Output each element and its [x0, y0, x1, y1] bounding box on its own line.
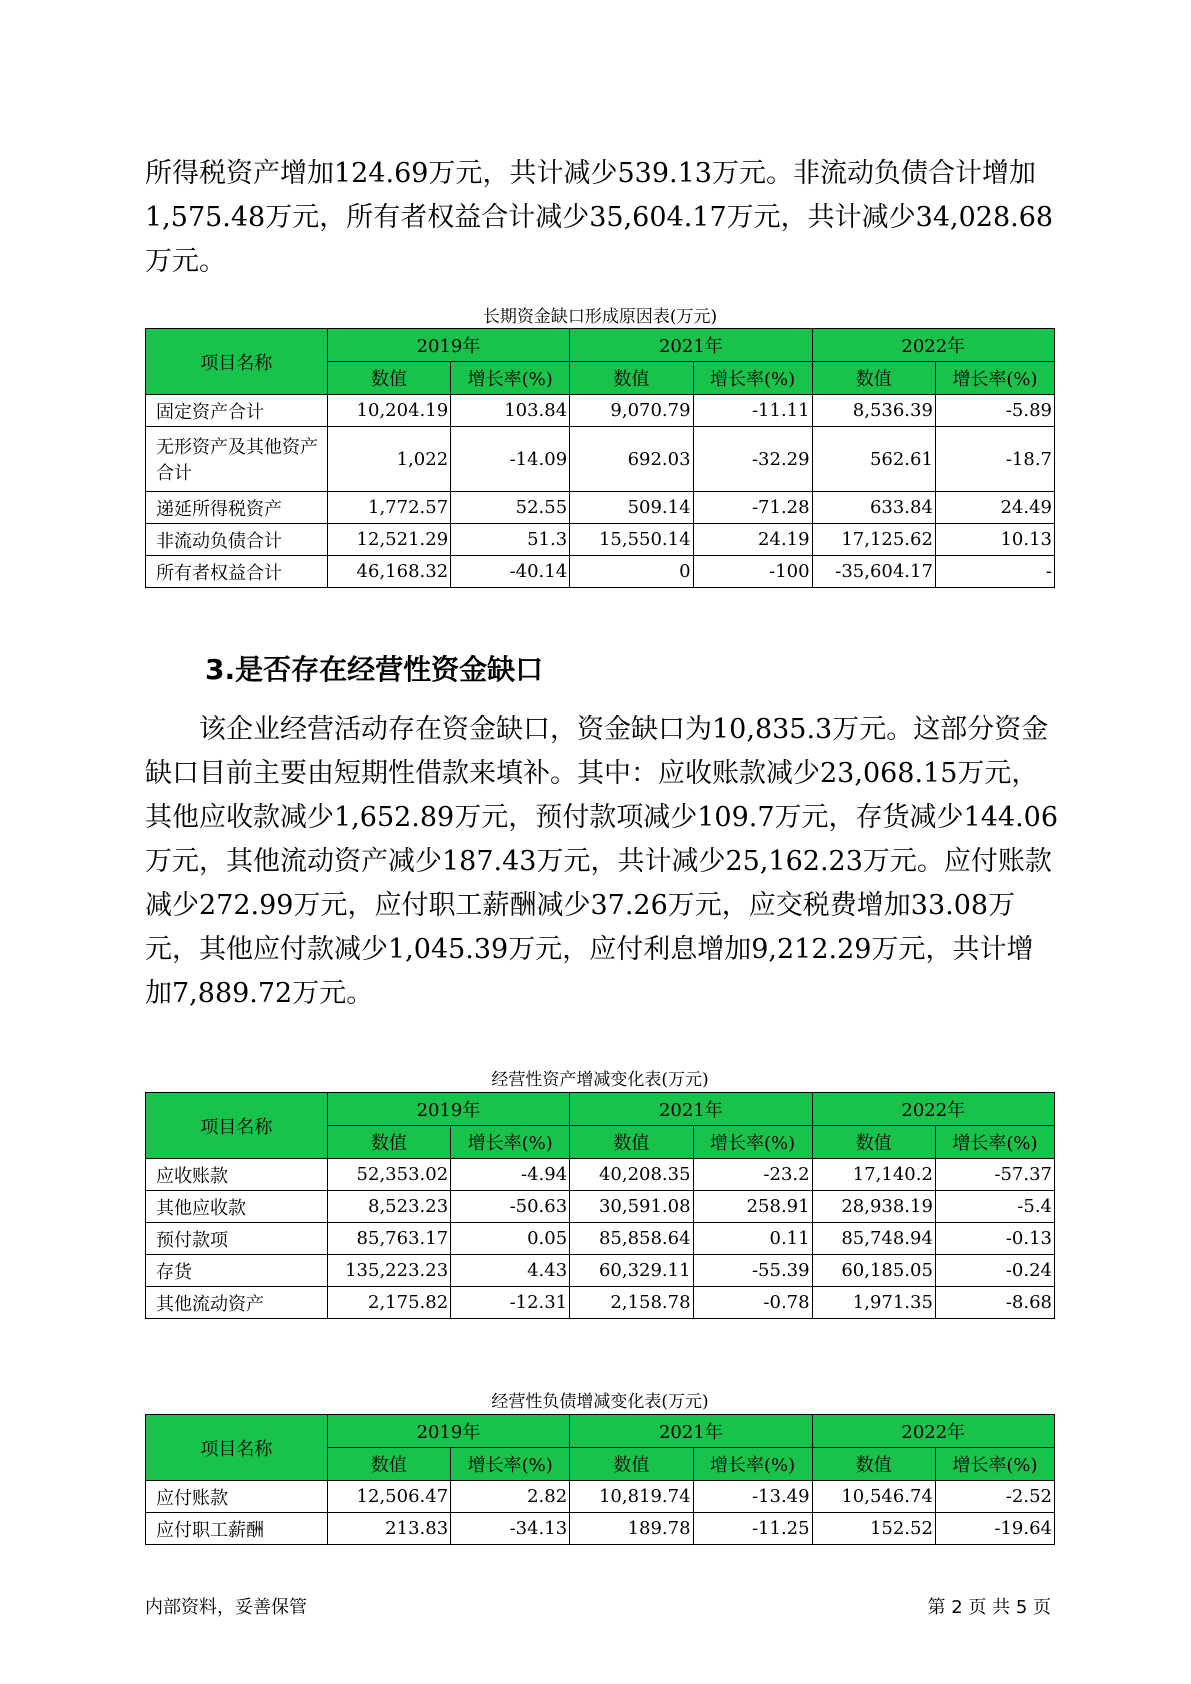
- cell-value: 0: [570, 556, 693, 588]
- cell-growth-rate: -71.28: [693, 492, 812, 524]
- table-row: [146, 1223, 1055, 1255]
- cell-growth-rate: -2.52: [935, 1481, 1054, 1513]
- cell-growth-rate: -40.14: [451, 556, 570, 588]
- row-item-name: 所有者权益合计: [146, 556, 328, 588]
- cell-growth-rate: -32.29: [693, 427, 812, 492]
- table-row: [146, 1287, 1055, 1319]
- cell-value: 135,223.23: [327, 1255, 450, 1287]
- cell-growth-rate: -11.25: [693, 1513, 812, 1545]
- cell-growth-rate: 103.84: [451, 395, 570, 427]
- header-value: 数值: [570, 1126, 693, 1159]
- cell-growth-rate: 52.55: [451, 492, 570, 524]
- cell-growth-rate: -5.4: [935, 1191, 1054, 1223]
- header-item-name: 项目名称: [146, 329, 328, 395]
- cell-growth-rate: -57.37: [935, 1159, 1054, 1191]
- header-item-name: 项目名称: [146, 1093, 328, 1159]
- header-value: 数值: [812, 1448, 935, 1481]
- cell-value: 85,858.64: [570, 1223, 693, 1255]
- cell-growth-rate: -18.7: [935, 427, 1054, 492]
- header-year: 2022年: [812, 1415, 1054, 1448]
- cell-growth-rate: 10.13: [935, 524, 1054, 556]
- cell-value: 213.83: [327, 1513, 450, 1545]
- cell-value: 10,546.74: [812, 1481, 935, 1513]
- row-item-name: 无形资产及其他资产合计: [146, 427, 328, 492]
- header-year: 2019年: [327, 1415, 569, 1448]
- operating-liabilities-table: [145, 1414, 1055, 1545]
- cell-growth-rate: -8.68: [935, 1287, 1054, 1319]
- header-value: 数值: [570, 1448, 693, 1481]
- row-item-name: 存货: [146, 1255, 328, 1287]
- header-growth: 增长率(%): [693, 1448, 812, 1481]
- header-year: 2021年: [570, 1093, 812, 1126]
- cell-value: 60,329.11: [570, 1255, 693, 1287]
- header-growth: 增长率(%): [451, 1126, 570, 1159]
- table-row: [146, 427, 1055, 492]
- table-row: [146, 1191, 1055, 1223]
- table-row: [146, 556, 1055, 588]
- cell-value: 12,521.29: [327, 524, 450, 556]
- paragraph-top: 所得税资产增加124.69万元，共计减少539.13万元。非流动负债合计增加1,575.48万元，所有者权益合计减少35,604.17万元，共计减少34,028.68万元。: [145, 158, 1054, 277]
- cell-growth-rate: 0.05: [451, 1223, 570, 1255]
- cell-growth-rate: -19.64: [935, 1513, 1054, 1545]
- cell-value: 152.52: [812, 1513, 935, 1545]
- cell-value: 52,353.02: [327, 1159, 450, 1191]
- long-term-gap-table: [145, 328, 1055, 588]
- row-item-name: 固定资产合计: [146, 395, 328, 427]
- header-item-name: 项目名称: [146, 1415, 328, 1481]
- cell-growth-rate: -4.94: [451, 1159, 570, 1191]
- cell-value: 8,523.23: [327, 1191, 450, 1223]
- cell-value: 85,763.17: [327, 1223, 450, 1255]
- cell-growth-rate: -13.49: [693, 1481, 812, 1513]
- row-item-name: 递延所得税资产: [146, 492, 328, 524]
- header-value: 数值: [327, 1448, 450, 1481]
- cell-value: 9,070.79: [570, 395, 693, 427]
- table-row: [146, 1255, 1055, 1287]
- row-item-name: 应付账款: [146, 1481, 328, 1513]
- header-growth: 增长率(%): [693, 362, 812, 395]
- table-row: [146, 395, 1055, 427]
- cell-value: 10,819.74: [570, 1481, 693, 1513]
- table-caption-operating-assets: 经营性资产增减变化表(万元): [491, 1070, 709, 1090]
- cell-value: 1,022: [327, 427, 450, 492]
- cell-growth-rate: -100: [693, 556, 812, 588]
- cell-value: 1,971.35: [812, 1287, 935, 1319]
- row-item-name: 应收账款: [146, 1159, 328, 1191]
- cell-value: 60,185.05: [812, 1255, 935, 1287]
- cell-growth-rate: -12.31: [451, 1287, 570, 1319]
- footer-confidential-note: 内部资料，妥善保管: [145, 1597, 307, 1618]
- row-item-name: 应付职工薪酬: [146, 1513, 328, 1545]
- cell-value: 15,550.14: [570, 524, 693, 556]
- cell-growth-rate: -50.63: [451, 1191, 570, 1223]
- cell-growth-rate: -55.39: [693, 1255, 812, 1287]
- cell-growth-rate: 24.49: [935, 492, 1054, 524]
- header-growth: 增长率(%): [451, 362, 570, 395]
- header-growth: 增长率(%): [935, 1448, 1054, 1481]
- cell-value: -35,604.17: [812, 556, 935, 588]
- header-value: 数值: [570, 362, 693, 395]
- cell-growth-rate: -5.89: [935, 395, 1054, 427]
- cell-growth-rate: -0.24: [935, 1255, 1054, 1287]
- table-row: [146, 1159, 1055, 1191]
- cell-value: 10,204.19: [327, 395, 450, 427]
- row-item-name: 预付款项: [146, 1223, 328, 1255]
- cell-value: 189.78: [570, 1513, 693, 1545]
- table-row: [146, 492, 1055, 524]
- header-value: 数值: [327, 362, 450, 395]
- cell-growth-rate: -23.2: [693, 1159, 812, 1191]
- operating-assets-table: [145, 1092, 1055, 1319]
- cell-value: 509.14: [570, 492, 693, 524]
- header-growth: 增长率(%): [451, 1448, 570, 1481]
- table-caption-long-term-gap: 长期资金缺口形成原因表(万元): [482, 307, 718, 327]
- header-value: 数值: [812, 362, 935, 395]
- cell-growth-rate: 0.11: [693, 1223, 812, 1255]
- table-row: [146, 524, 1055, 556]
- header-year: 2022年: [812, 1093, 1054, 1126]
- header-year: 2021年: [570, 1415, 812, 1448]
- header-year: 2019年: [327, 329, 569, 362]
- cell-value: 1,772.57: [327, 492, 450, 524]
- cell-growth-rate: 4.43: [451, 1255, 570, 1287]
- table-body: [146, 1481, 1055, 1545]
- header-year: 2019年: [327, 1093, 569, 1126]
- cell-value: 692.03: [570, 427, 693, 492]
- header-growth: 增长率(%): [935, 1126, 1054, 1159]
- header-year: 2021年: [570, 329, 812, 362]
- cell-value: 85,748.94: [812, 1223, 935, 1255]
- cell-value: 17,125.62: [812, 524, 935, 556]
- header-growth: 增长率(%): [693, 1126, 812, 1159]
- footer-page-number: 第 2 页 共 5 页: [927, 1597, 1051, 1618]
- cell-growth-rate: 2.82: [451, 1481, 570, 1513]
- cell-value: 17,140.2: [812, 1159, 935, 1191]
- cell-growth-rate: -0.13: [935, 1223, 1054, 1255]
- cell-value: 46,168.32: [327, 556, 450, 588]
- cell-growth-rate: 51.3: [451, 524, 570, 556]
- table-row: [146, 1513, 1055, 1545]
- cell-value: 2,175.82: [327, 1287, 450, 1319]
- header-value: 数值: [327, 1126, 450, 1159]
- header-growth: 增长率(%): [935, 362, 1054, 395]
- cell-value: 12,506.47: [327, 1481, 450, 1513]
- cell-value: 562.61: [812, 427, 935, 492]
- cell-value: 30,591.08: [570, 1191, 693, 1223]
- cell-growth-rate: -: [935, 556, 1054, 588]
- cell-growth-rate: -11.11: [693, 395, 812, 427]
- header-value: 数值: [812, 1126, 935, 1159]
- cell-growth-rate: -0.78: [693, 1287, 812, 1319]
- cell-value: 2,158.78: [570, 1287, 693, 1319]
- paragraph-main: 该企业经营活动存在资金缺口，资金缺口为10,835.3万元。这部分资金缺口目前主要由短期性借款来填补。其中：应收账款减少23,068.15万元，其他应收款减少1,652.89万元，预付款项减少109.7万元，存货减少144.06万元，其他流动资产减少187.43万元，共计减少25,162.23万元。应付账款减少272.99万元，应付职工薪酬减少37.26万元，应交税费增加33.08万元，其他应付款减少1,045.39万元，应付利息增加9,212.29万元，共计增加7,889.72万元。: [145, 714, 1059, 1009]
- cell-growth-rate: -14.09: [451, 427, 570, 492]
- table-caption-operating-liabilities: 经营性负债增减变化表(万元): [491, 1392, 709, 1412]
- row-item-name: 其他应收款: [146, 1191, 328, 1223]
- row-item-name: 其他流动资产: [146, 1287, 328, 1319]
- cell-value: 28,938.19: [812, 1191, 935, 1223]
- cell-growth-rate: -34.13: [451, 1513, 570, 1545]
- cell-value: 633.84: [812, 492, 935, 524]
- section-heading: 3.是否存在经营性资金缺口: [205, 653, 544, 686]
- cell-value: 40,208.35: [570, 1159, 693, 1191]
- cell-value: 8,536.39: [812, 395, 935, 427]
- cell-growth-rate: 258.91: [693, 1191, 812, 1223]
- row-item-name: 非流动负债合计: [146, 524, 328, 556]
- table-row: [146, 1481, 1055, 1513]
- cell-growth-rate: 24.19: [693, 524, 812, 556]
- table-body: [146, 395, 1055, 588]
- table-body: [146, 1159, 1055, 1319]
- header-year: 2022年: [812, 329, 1054, 362]
